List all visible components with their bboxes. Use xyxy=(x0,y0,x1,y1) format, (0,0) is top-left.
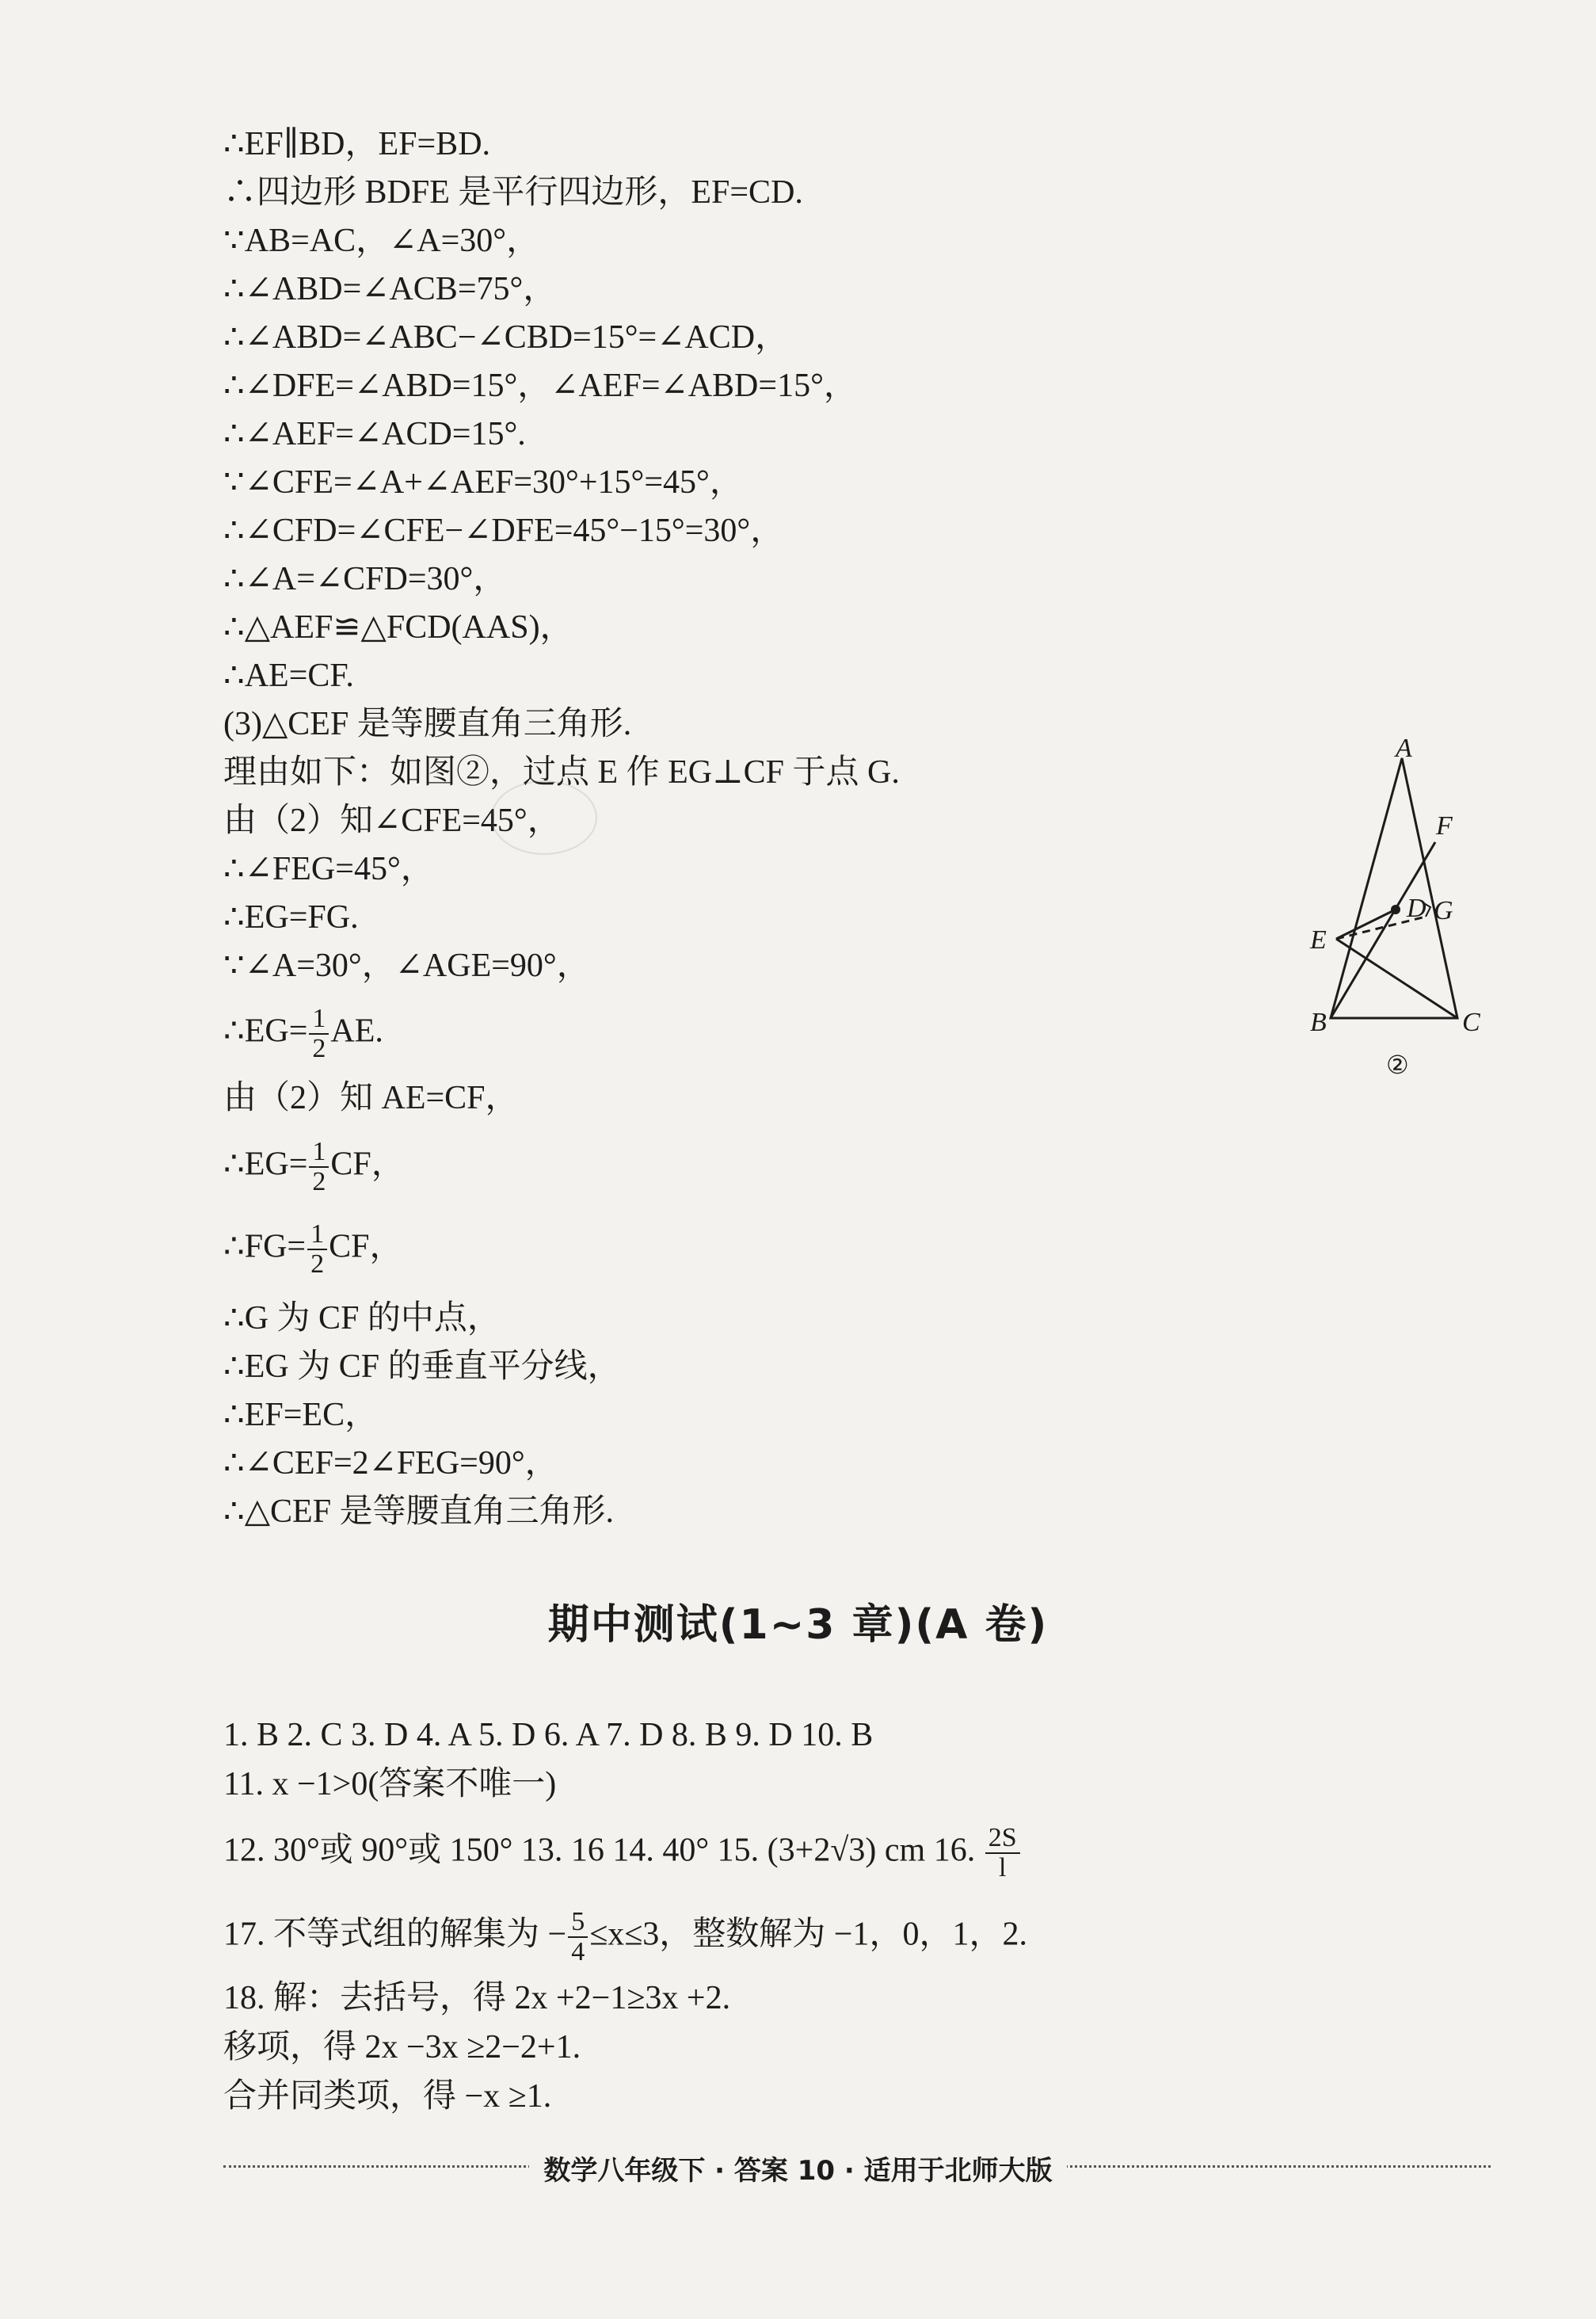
label-a: A xyxy=(1396,734,1412,763)
label-e: E xyxy=(1310,925,1327,955)
label-c: C xyxy=(1462,1008,1480,1037)
fraction-numerator: 1 xyxy=(307,1220,327,1250)
answer-text: 17. 不等式组的解集为 − xyxy=(223,1916,567,1953)
proof-line: ∴EF∥BD，EF=BD. xyxy=(223,126,491,162)
proof-fraction-line xyxy=(223,1138,405,1196)
answer-line-17 xyxy=(223,1908,1027,1966)
proof-line: (3)△CEF 是等腰直角三角形. xyxy=(223,706,632,742)
answer-line: 18. 解：去括号，得 2x +2−1≥3x +2. xyxy=(223,1980,731,2016)
answer-line: 1. B 2. C 3. D 4. A 5. D 6. A 7. D 8. B 9. D 10. B xyxy=(223,1717,874,1753)
fraction xyxy=(309,1138,329,1196)
fraction xyxy=(307,1220,327,1279)
proof-fraction-line xyxy=(223,1005,383,1063)
label-b: B xyxy=(1310,1008,1327,1037)
fraction-suffix: CF， xyxy=(330,1146,405,1183)
answer-line: 移项，得 2x −3x ≥2−2+1. xyxy=(223,2029,581,2065)
proof-line: ∴∠CEF=2∠FEG=90°， xyxy=(223,1445,558,1482)
proof-line: 由（2）知 AE=CF， xyxy=(223,1080,519,1116)
proof-line: ∴∠AEF=∠ACD=15°. xyxy=(223,416,526,452)
proof-line: ∴∠ABD=∠ABC−∠CBD=15°=∠ACD， xyxy=(223,319,789,356)
section-title: 期中测试(1~3 章)(A 卷) xyxy=(547,1601,1049,1649)
proof-line: ∵∠CFE=∠A+∠AEF=30°+15°=45°， xyxy=(223,464,743,501)
figure-caption: ② xyxy=(1386,1050,1409,1080)
answer-line: 合并同类项，得 −x ≥1. xyxy=(223,2078,552,2115)
proof-line: ∴△CEF 是等腰直角三角形. xyxy=(223,1493,615,1530)
fraction-numerator: 1 xyxy=(309,1138,329,1168)
fraction-denominator: l xyxy=(998,1853,1007,1882)
proof-line: ∴∠A=∠CFD=30°， xyxy=(223,561,507,597)
proof-line: ∴AE=CF. xyxy=(223,658,354,694)
proof-line: 由（2）知∠CFE=45°， xyxy=(223,803,561,839)
label-f: F xyxy=(1436,811,1453,841)
footer-text: 数学八年级下 · 答案 10 · 适用于北师大版 xyxy=(529,2155,1066,2187)
fraction xyxy=(568,1908,588,1966)
page-footer xyxy=(0,2149,1596,2187)
fraction xyxy=(309,1005,329,1063)
label-d: D xyxy=(1407,894,1426,923)
triangle-abc xyxy=(1331,758,1457,1018)
proof-line: 理由如下：如图②，过点 E 作 EG⊥CF 于点 G. xyxy=(223,754,900,791)
fraction xyxy=(985,1824,1020,1882)
answer-text: ≤x≤3，整数解为 −1，0，1，2. xyxy=(589,1916,1027,1953)
fraction-prefix: ∴FG= xyxy=(223,1228,307,1265)
proof-line: ∴∠CFD=∠CFE−∠DFE=45°−15°=30°， xyxy=(223,513,784,549)
proof-line: ∴四边形 BDFE 是平行四边形，EF=CD. xyxy=(223,174,803,211)
proof-line: ∴∠FEG=45°， xyxy=(223,851,434,887)
fraction-suffix: AE. xyxy=(330,1013,383,1050)
answer-text: 12. 30°或 90°或 150° 13. 16 14. 40° 15. (3+2√3) cm 16. xyxy=(223,1832,976,1869)
point-d xyxy=(1391,905,1400,914)
fraction-denominator: 2 xyxy=(312,1167,326,1196)
fraction-denominator: 4 xyxy=(571,1937,585,1966)
fraction-prefix: ∴EG= xyxy=(223,1146,308,1183)
label-g: G xyxy=(1434,896,1453,925)
fraction-suffix: CF， xyxy=(329,1228,403,1265)
answer-line-12-16 xyxy=(223,1824,1022,1882)
fraction-denominator: 2 xyxy=(310,1249,325,1279)
triangle-figure xyxy=(1307,734,1497,1081)
fraction-numerator: 1 xyxy=(309,1005,329,1035)
fraction-prefix: ∴EG= xyxy=(223,1013,308,1050)
proof-fraction-line xyxy=(223,1220,402,1279)
fraction-numerator: 5 xyxy=(568,1908,588,1938)
fraction-numerator: 2S xyxy=(985,1824,1020,1854)
proof-line: ∴∠ABD=∠ACB=75°， xyxy=(223,271,557,307)
proof-line: ∴EF=EC， xyxy=(223,1397,379,1433)
segment-bf xyxy=(1331,842,1435,1018)
proof-line: ∵∠A=30°，∠AGE=90°， xyxy=(223,948,590,984)
proof-line: ∴EG=FG. xyxy=(223,899,359,936)
answer-line: 11. x −1>0(答案不唯一) xyxy=(223,1766,557,1802)
proof-line: ∴EG 为 CF 的垂直平分线， xyxy=(223,1348,621,1385)
proof-line: ∴G 为 CF 的中点， xyxy=(223,1300,501,1337)
proof-line: ∵AB=AC，∠A=30°， xyxy=(223,223,540,259)
watermark-stamp xyxy=(491,780,597,855)
proof-line: ∴△AEF≌△FCD(AAS)， xyxy=(223,609,573,646)
fraction-denominator: 2 xyxy=(312,1034,326,1063)
proof-line: ∴∠DFE=∠ABD=15°，∠AEF=∠ABD=15°， xyxy=(223,368,857,404)
